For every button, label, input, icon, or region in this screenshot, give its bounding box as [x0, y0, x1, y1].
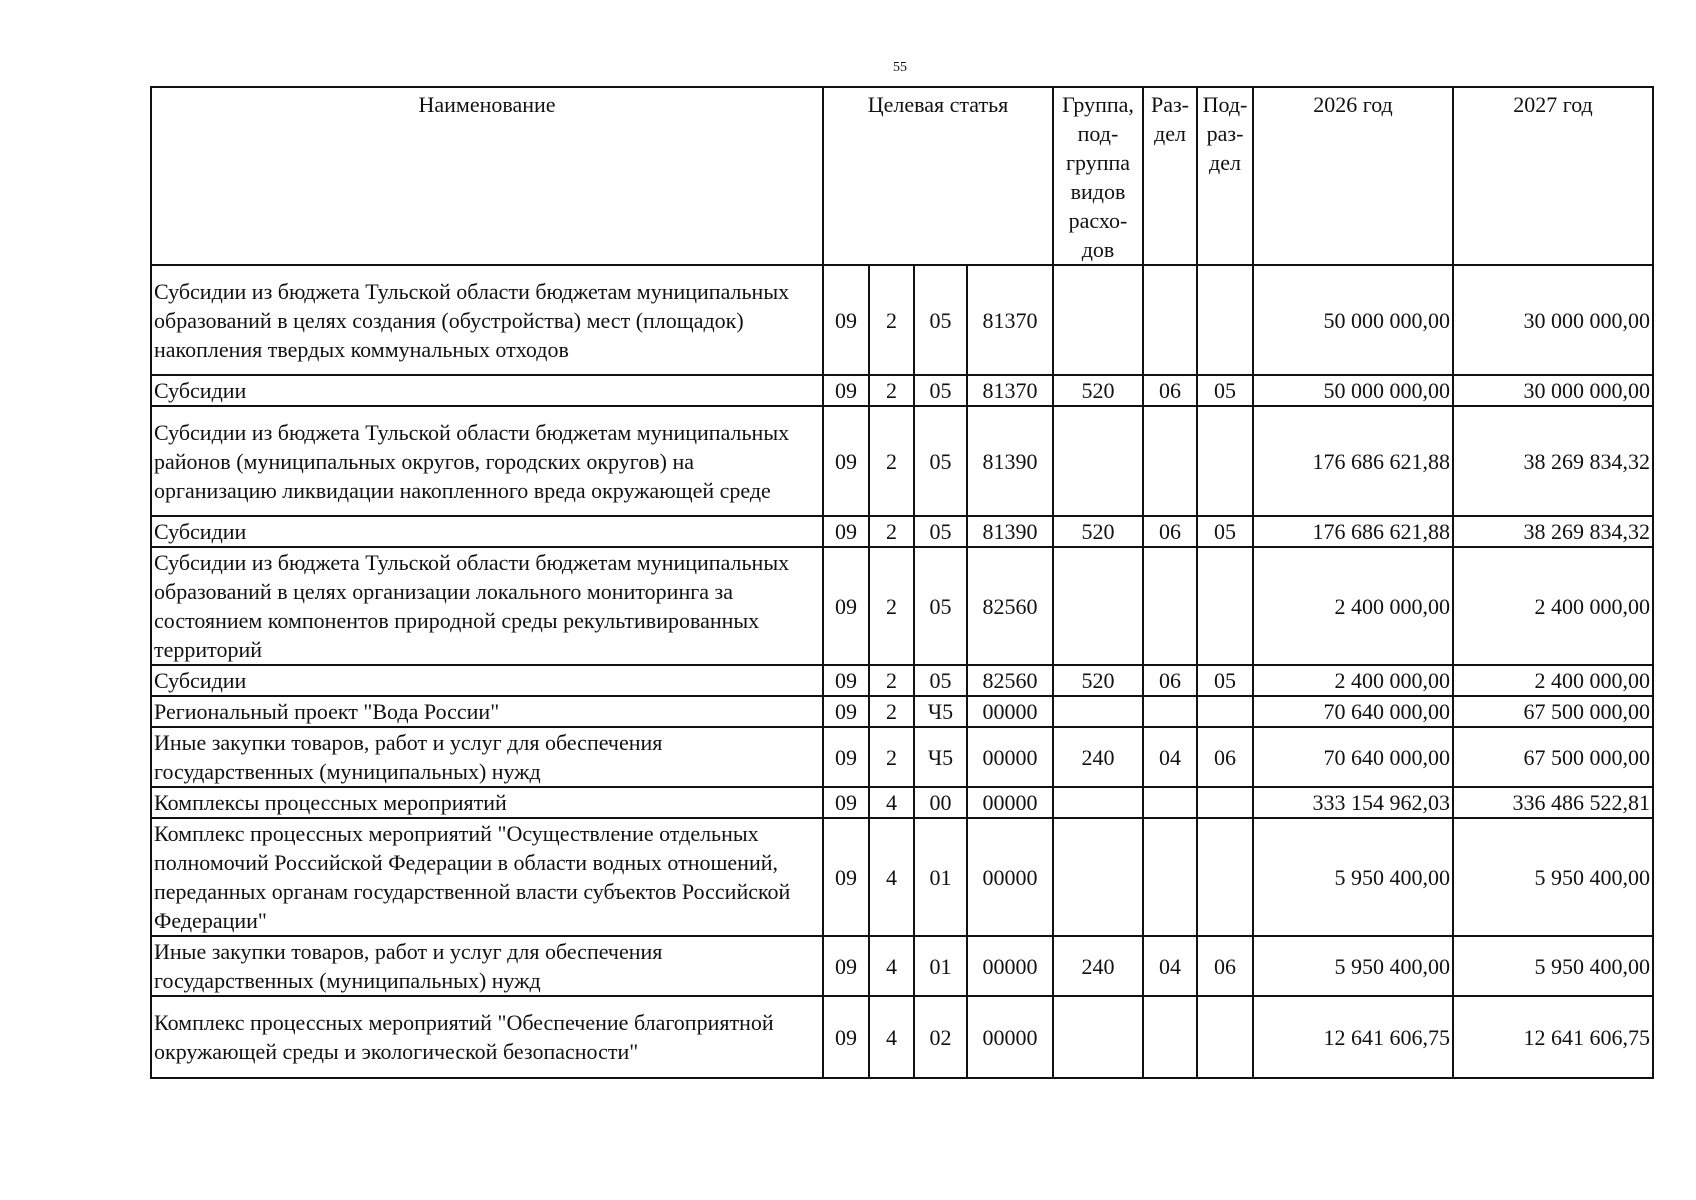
- cell-name: Субсидии: [151, 375, 823, 406]
- cell-amount-2027: 12 641 606,75: [1453, 996, 1653, 1078]
- cell-expense-group: 520: [1053, 516, 1143, 547]
- cell-target-subprogram: 2: [869, 727, 914, 787]
- cell-amount-2026: 12 641 606,75: [1253, 996, 1453, 1078]
- cell-section: [1143, 996, 1197, 1078]
- page-number: 55: [893, 60, 907, 75]
- cell-target-event: 05: [914, 516, 967, 547]
- cell-expense-group: [1053, 787, 1143, 818]
- cell-target-event: Ч5: [914, 696, 967, 727]
- cell-amount-2027: 67 500 000,00: [1453, 727, 1653, 787]
- cell-expense-group: 240: [1053, 727, 1143, 787]
- cell-target-event: 05: [914, 547, 967, 665]
- cell-target-program: 09: [823, 696, 869, 727]
- cell-target-event: Ч5: [914, 727, 967, 787]
- cell-amount-2026: 5 950 400,00: [1253, 818, 1453, 936]
- cell-target-subprogram: 4: [869, 936, 914, 996]
- cell-name: Региональный проект "Вода России": [151, 696, 823, 727]
- cell-target-program: 09: [823, 665, 869, 696]
- cell-target-program: 09: [823, 787, 869, 818]
- cell-target-direction: 82560: [967, 547, 1053, 665]
- cell-subsection: [1197, 547, 1253, 665]
- cell-target-subprogram: 2: [869, 406, 914, 516]
- cell-target-direction: 81390: [967, 406, 1053, 516]
- cell-subsection: [1197, 787, 1253, 818]
- cell-amount-2027: 38 269 834,32: [1453, 406, 1653, 516]
- cell-name: Комплекс процессных мероприятий "Осуществление отдельных полномочий Российской Федерации в области водных отношений, переданных органам государственной власти субъектов Российской Федерации": [151, 818, 823, 936]
- cell-section: [1143, 818, 1197, 936]
- header-subsection: Под-раз-дел: [1197, 87, 1253, 265]
- cell-target-program: 09: [823, 996, 869, 1078]
- cell-amount-2027: 30 000 000,00: [1453, 265, 1653, 375]
- cell-name: Субсидии из бюджета Тульской области бюджетам муниципальных образований в целях организации локального мониторинга за состоянием компонентов природной среды рекультивированных территорий: [151, 547, 823, 665]
- cell-expense-group: 240: [1053, 936, 1143, 996]
- header-year-2027: 2027 год: [1453, 87, 1653, 265]
- table-row: [151, 696, 1653, 727]
- cell-target-program: 09: [823, 375, 869, 406]
- cell-name: Субсидии из бюджета Тульской области бюджетам муниципальных образований в целях создания (обустройства) мест (площадок) накопления твердых коммунальных отходов: [151, 265, 823, 375]
- cell-amount-2027: 5 950 400,00: [1453, 936, 1653, 996]
- cell-amount-2027: 5 950 400,00: [1453, 818, 1653, 936]
- cell-name: Комплекс процессных мероприятий "Обеспечение благоприятной окружающей среды и экологической безопасности": [151, 996, 823, 1078]
- cell-amount-2027: 30 000 000,00: [1453, 375, 1653, 406]
- cell-target-direction: 00000: [967, 996, 1053, 1078]
- cell-amount-2026: 5 950 400,00: [1253, 936, 1453, 996]
- cell-amount-2026: 2 400 000,00: [1253, 547, 1453, 665]
- header-expense-group: Группа, под-группа видов расхо-дов: [1053, 87, 1143, 265]
- cell-target-program: 09: [823, 818, 869, 936]
- cell-target-direction: 00000: [967, 787, 1053, 818]
- cell-expense-group: [1053, 818, 1143, 936]
- header-year-2026: 2026 год: [1253, 87, 1453, 265]
- cell-amount-2026: 333 154 962,03: [1253, 787, 1453, 818]
- header-target-article: Целевая статья: [823, 87, 1053, 265]
- cell-subsection: [1197, 696, 1253, 727]
- cell-section: [1143, 696, 1197, 727]
- table-row: [151, 665, 1653, 696]
- cell-section: 04: [1143, 727, 1197, 787]
- cell-target-program: 09: [823, 516, 869, 547]
- cell-target-subprogram: 4: [869, 787, 914, 818]
- cell-target-event: 05: [914, 265, 967, 375]
- cell-target-program: 09: [823, 936, 869, 996]
- cell-name: Субсидии: [151, 665, 823, 696]
- cell-section: [1143, 787, 1197, 818]
- cell-target-direction: 82560: [967, 665, 1053, 696]
- cell-target-direction: 81370: [967, 265, 1053, 375]
- cell-target-event: 05: [914, 665, 967, 696]
- cell-section: [1143, 265, 1197, 375]
- cell-subsection: [1197, 265, 1253, 375]
- table-row: [151, 375, 1653, 406]
- cell-section: 06: [1143, 516, 1197, 547]
- cell-target-subprogram: 2: [869, 665, 914, 696]
- cell-section: [1143, 547, 1197, 665]
- cell-target-subprogram: 2: [869, 265, 914, 375]
- cell-name: Комплексы процессных мероприятий: [151, 787, 823, 818]
- cell-target-event: 00: [914, 787, 967, 818]
- header-row: [151, 87, 1653, 265]
- cell-amount-2026: 70 640 000,00: [1253, 727, 1453, 787]
- cell-target-program: 09: [823, 727, 869, 787]
- cell-target-subprogram: 4: [869, 818, 914, 936]
- table-row: [151, 547, 1653, 665]
- cell-target-event: 01: [914, 818, 967, 936]
- table-row: [151, 516, 1653, 547]
- cell-amount-2027: 336 486 522,81: [1453, 787, 1653, 818]
- cell-expense-group: 520: [1053, 375, 1143, 406]
- cell-target-direction: 00000: [967, 818, 1053, 936]
- cell-amount-2026: 2 400 000,00: [1253, 665, 1453, 696]
- cell-expense-group: [1053, 547, 1143, 665]
- cell-subsection: 06: [1197, 727, 1253, 787]
- cell-section: [1143, 406, 1197, 516]
- cell-target-direction: 81370: [967, 375, 1053, 406]
- header-name: Наименование: [151, 87, 823, 265]
- cell-amount-2027: 67 500 000,00: [1453, 696, 1653, 727]
- cell-amount-2026: 176 686 621,88: [1253, 406, 1453, 516]
- cell-target-program: 09: [823, 547, 869, 665]
- cell-target-direction: 81390: [967, 516, 1053, 547]
- cell-target-event: 05: [914, 406, 967, 516]
- cell-target-subprogram: 2: [869, 375, 914, 406]
- cell-amount-2026: 176 686 621,88: [1253, 516, 1453, 547]
- cell-expense-group: [1053, 696, 1143, 727]
- cell-target-subprogram: 2: [869, 696, 914, 727]
- cell-section: 04: [1143, 936, 1197, 996]
- cell-subsection: 05: [1197, 375, 1253, 406]
- table-row: [151, 727, 1653, 787]
- cell-amount-2026: 50 000 000,00: [1253, 265, 1453, 375]
- table-row: [151, 787, 1653, 818]
- cell-target-program: 09: [823, 265, 869, 375]
- cell-subsection: [1197, 818, 1253, 936]
- cell-subsection: 06: [1197, 936, 1253, 996]
- cell-target-direction: 00000: [967, 696, 1053, 727]
- cell-subsection: [1197, 406, 1253, 516]
- cell-name: Субсидии: [151, 516, 823, 547]
- cell-expense-group: 520: [1053, 665, 1143, 696]
- cell-expense-group: [1053, 406, 1143, 516]
- cell-target-subprogram: 2: [869, 547, 914, 665]
- cell-target-event: 02: [914, 996, 967, 1078]
- cell-target-event: 01: [914, 936, 967, 996]
- cell-amount-2027: 2 400 000,00: [1453, 665, 1653, 696]
- table-row: [151, 265, 1653, 375]
- cell-section: 06: [1143, 375, 1197, 406]
- budget-table: [150, 86, 1654, 1079]
- cell-target-direction: 00000: [967, 727, 1053, 787]
- cell-subsection: [1197, 996, 1253, 1078]
- cell-amount-2027: 2 400 000,00: [1453, 547, 1653, 665]
- table-row: [151, 936, 1653, 996]
- cell-target-event: 05: [914, 375, 967, 406]
- cell-subsection: 05: [1197, 516, 1253, 547]
- cell-name: Иные закупки товаров, работ и услуг для обеспечения государственных (муниципальных) нужд: [151, 936, 823, 996]
- cell-target-direction: 00000: [967, 936, 1053, 996]
- cell-subsection: 05: [1197, 665, 1253, 696]
- cell-target-subprogram: 2: [869, 516, 914, 547]
- cell-name: Иные закупки товаров, работ и услуг для обеспечения государственных (муниципальных) нужд: [151, 727, 823, 787]
- header-section: Раз-дел: [1143, 87, 1197, 265]
- table-row: [151, 818, 1653, 936]
- cell-name: Субсидии из бюджета Тульской области бюджетам муниципальных районов (муниципальных округов, городских округов) на организацию ликвидации накопленного вреда окружающей среде: [151, 406, 823, 516]
- cell-section: 06: [1143, 665, 1197, 696]
- table-row: [151, 406, 1653, 516]
- cell-expense-group: [1053, 996, 1143, 1078]
- table-row: [151, 996, 1653, 1078]
- cell-target-program: 09: [823, 406, 869, 516]
- cell-amount-2026: 50 000 000,00: [1253, 375, 1453, 406]
- cell-amount-2027: 38 269 834,32: [1453, 516, 1653, 547]
- cell-expense-group: [1053, 265, 1143, 375]
- cell-amount-2026: 70 640 000,00: [1253, 696, 1453, 727]
- cell-target-subprogram: 4: [869, 996, 914, 1078]
